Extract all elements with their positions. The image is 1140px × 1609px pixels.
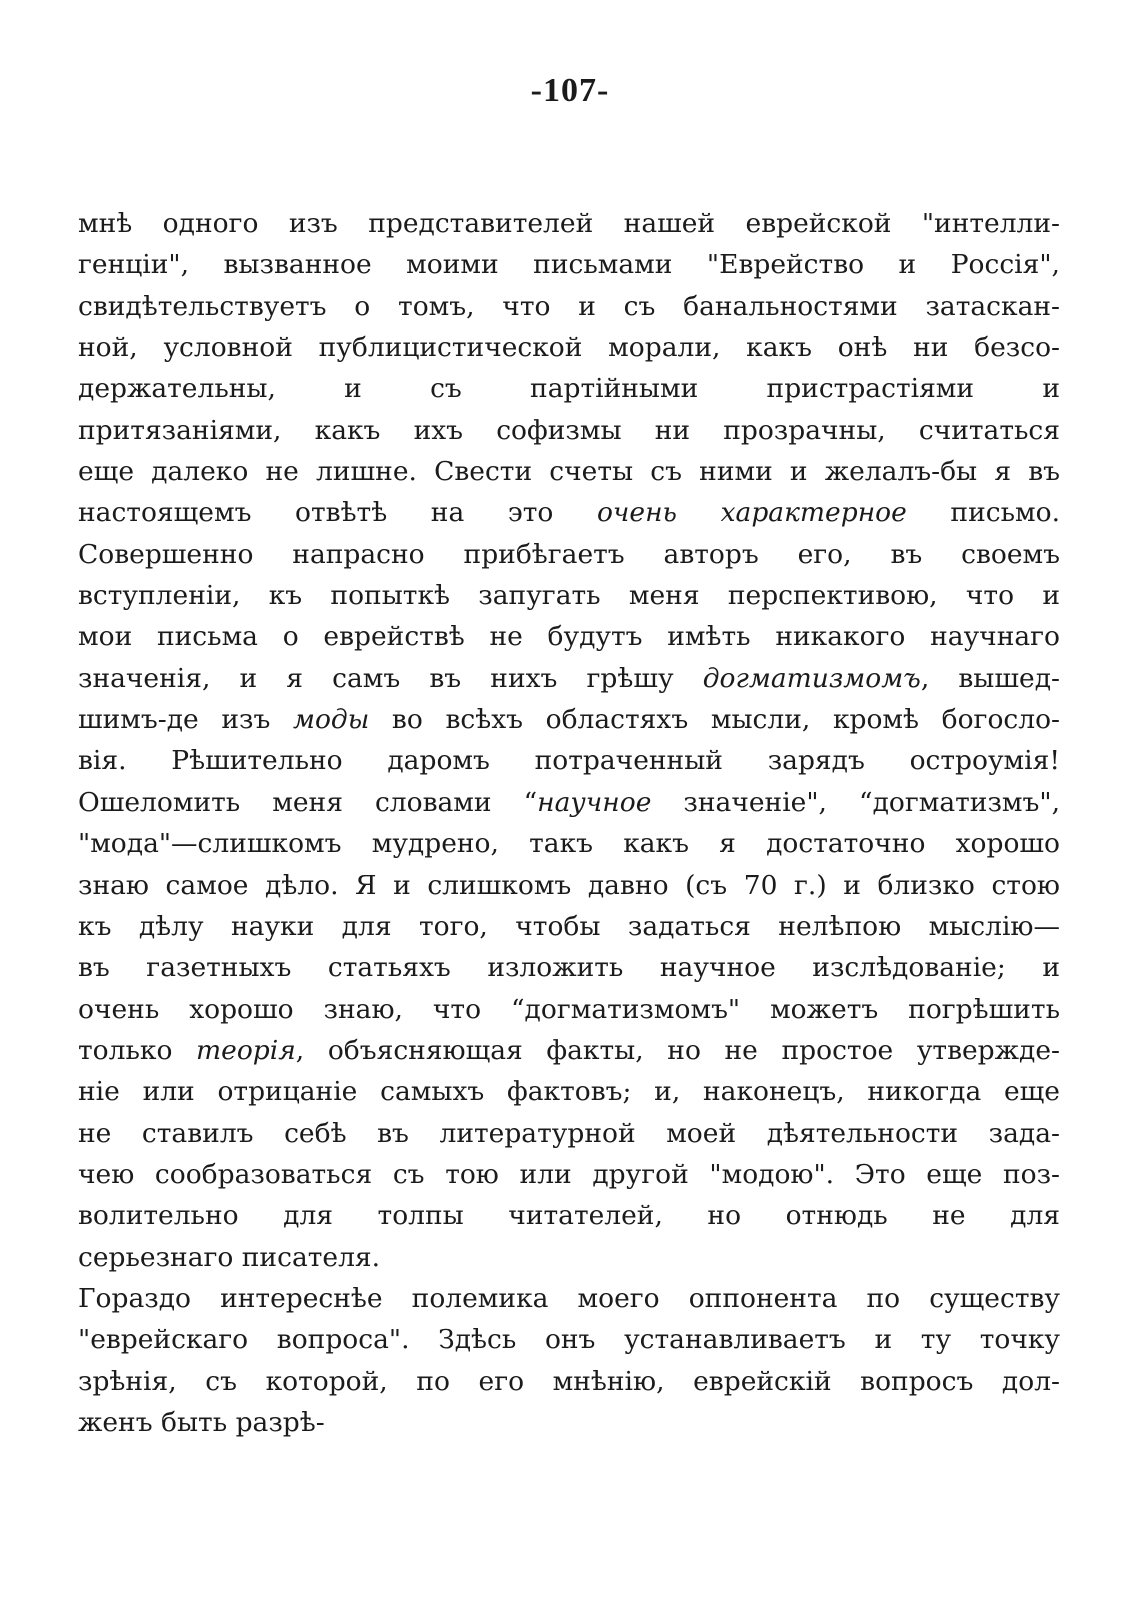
text-line <box>78 451 1060 492</box>
text-run: значеніе", “догматизмъ", <box>651 786 1060 818</box>
text-run: волительно для толпы читателей, но отнюдь не для <box>78 1200 1060 1232</box>
text-run: зрѣнія, съ которой, по его мнѣнію, еврейскій вопросъ дол- <box>78 1365 1060 1397</box>
text-run: только <box>78 1034 197 1066</box>
text-line <box>78 534 1060 575</box>
text-run: Гораздо интереснѣе полемика моего оппонента по существу <box>78 1282 1060 1314</box>
text-line <box>78 492 1060 533</box>
text-line <box>78 740 1060 781</box>
text-line <box>78 327 1060 368</box>
text-line <box>78 865 1060 906</box>
text-run: , вышед- <box>920 662 1060 694</box>
text-line <box>78 410 1060 451</box>
text-run: во всѣхъ областяхъ мысли, кромѣ богосло- <box>369 704 1060 736</box>
text-line <box>78 1154 1060 1195</box>
text-run: шимъ-де изъ <box>78 704 293 736</box>
text-run: Ошеломить меня словами “ <box>78 786 538 818</box>
text-line <box>78 1319 1060 1360</box>
text-line <box>78 906 1060 947</box>
text-run: серьезнаго писателя. <box>78 1241 381 1273</box>
text-line <box>78 244 1060 285</box>
text-line <box>78 1278 1060 1319</box>
text-line <box>78 1361 1060 1402</box>
text-run: письмо. <box>906 497 1060 529</box>
text-run: настоящемъ отвѣтѣ на это <box>78 497 597 529</box>
text-run: ніе или отрицаніе самыхъ фактовъ; и, наконецъ, никогда еще <box>78 1076 1060 1108</box>
text-line <box>78 286 1060 327</box>
text-run: знаю самое дѣло. Я и слишкомъ давно (съ 70 г.) и близко стою <box>78 869 1060 901</box>
text-run: ной, условной публицистической морали, какъ онѣ ни безсо- <box>78 332 1060 364</box>
italic-emphasis: очень характерное <box>596 497 907 529</box>
text-line <box>78 947 1060 988</box>
text-line <box>78 1030 1060 1071</box>
text-line <box>78 368 1060 409</box>
body-text <box>78 203 1060 1443</box>
italic-emphasis: теорія <box>196 1034 296 1066</box>
text-run: , объясняющая факты, но не простое утвержде- <box>295 1034 1060 1066</box>
text-line <box>78 1402 1060 1443</box>
text-line <box>78 616 1060 657</box>
text-line <box>78 203 1060 244</box>
text-run: не ставилъ себѣ въ литературной моей дѣятельности зада- <box>78 1117 1060 1149</box>
text-run: держательны, и съ партійными пристрастіями и <box>78 373 1060 405</box>
text-run: женъ быть разрѣ- <box>78 1406 325 1438</box>
text-line <box>78 1237 1060 1278</box>
text-line <box>78 823 1060 864</box>
italic-emphasis: моды <box>292 704 370 736</box>
page-number: -107- <box>530 72 610 109</box>
italic-emphasis: научное <box>537 786 652 818</box>
text-line <box>78 1195 1060 1236</box>
text-line <box>78 989 1060 1030</box>
text-run: генціи", вызванное моими письмами "Еврейство и Россія", <box>78 249 1060 281</box>
text-run: притязаніями, какъ ихъ софизмы ни прозрачны, считаться <box>78 414 1060 446</box>
text-run: "еврейскаго вопроса". Здѣсь онъ устанавливаетъ и ту точку <box>78 1324 1060 1356</box>
text-line <box>78 658 1060 699</box>
text-run: мои письма о еврействѣ не будутъ имѣть никакого научнаго <box>78 621 1060 653</box>
text-run: вія. Рѣшительно даромъ потраченный зарядъ остроумія! <box>78 745 1060 777</box>
text-line <box>78 699 1060 740</box>
text-line <box>78 575 1060 616</box>
text-run: свидѣтельствуетъ о томъ, что и съ банальностями затаскан- <box>78 290 1060 322</box>
text-run: очень хорошо знаю, что “догматизмомъ" можетъ погрѣшить <box>78 993 1060 1025</box>
text-line <box>78 1113 1060 1154</box>
text-run: мнѣ одного изъ представителей нашей еврейской "интелли- <box>78 208 1060 239</box>
text-run: "мода"—слишкомъ мудрено, такъ какъ я достаточно хорошо <box>78 828 1060 860</box>
text-run: еще далеко не лишне. Свести счеты съ ними и желалъ-бы я въ <box>78 456 1060 488</box>
text-run: вступленіи, къ попыткѣ запугать меня перспективою, что и <box>78 580 1060 612</box>
text-line <box>78 782 1060 823</box>
text-run: значенія, и я самъ въ нихъ грѣшу <box>78 662 703 694</box>
text-run: чею сообразоваться съ тою или другой "модою". Это еще поз- <box>78 1158 1060 1190</box>
italic-emphasis: догматизмомъ <box>702 662 921 694</box>
text-line <box>78 1071 1060 1112</box>
text-run: Совершенно напрасно прибѣгаетъ авторъ его, въ своемъ <box>78 538 1060 570</box>
text-run: въ газетныхъ статьяхъ изложить научное изслѣдованіе; и <box>78 952 1060 984</box>
text-run: къ дѣлу науки для того, чтобы задаться нелѣпою мыслію— <box>78 910 1060 942</box>
